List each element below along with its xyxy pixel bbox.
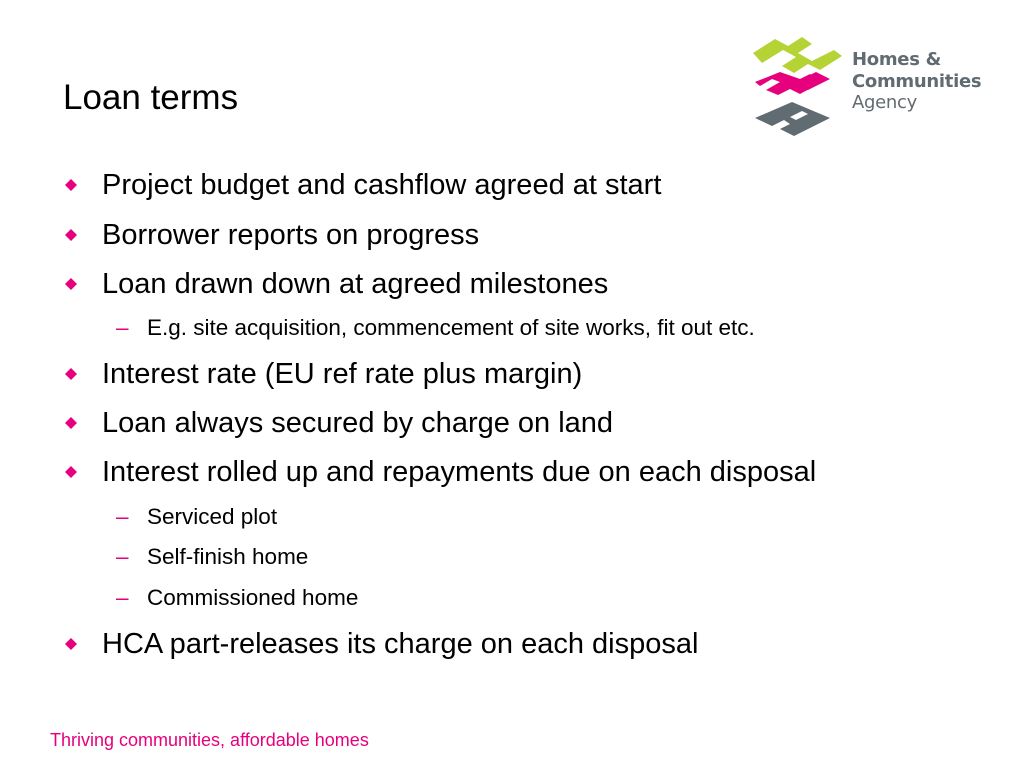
logo-line-1: Homes &: [852, 49, 941, 70]
sub-bullet-item: [116, 503, 278, 531]
bullet-item: [102, 406, 613, 440]
diamond-bullet-icon: [65, 466, 77, 478]
diamond-bullet-icon: [65, 179, 77, 191]
bullet-item: [102, 218, 479, 252]
bullet-text: Loan always secured by charge on land: [102, 407, 614, 439]
bullet-text: Interest rolled up and repayments due on each disposal: [102, 456, 817, 488]
sub-bullet-item: [116, 584, 359, 612]
dash-bullet-icon: –: [116, 504, 129, 529]
bullet-item: [102, 627, 698, 661]
diamond-bullet-icon: [65, 278, 77, 290]
sub-bullet-text: Serviced plot: [147, 504, 278, 529]
bullet-text: Interest rate (EU ref rate plus margin): [102, 358, 583, 390]
sub-bullet-text: E.g. site acquisition, commencement of site works, fit out etc.: [147, 315, 755, 340]
bullet-item: [102, 357, 582, 391]
bullet-text: Loan drawn down at agreed milestones: [102, 268, 609, 300]
bullet-item: [102, 168, 661, 202]
bullet-text: Project budget and cashflow agreed at start: [102, 169, 662, 201]
bullet-text: Borrower reports on progress: [102, 219, 480, 251]
dash-bullet-icon: –: [116, 585, 129, 610]
sub-bullet-item: [116, 314, 755, 342]
bullet-text: HCA part-releases its charge on each disposal: [102, 628, 699, 660]
diamond-bullet-icon: [65, 229, 77, 241]
diamond-bullet-icon: [65, 368, 77, 380]
sub-bullet-text: Commissioned home: [147, 585, 359, 610]
logo-line-3: Agency: [852, 92, 917, 113]
bullet-item: [102, 267, 608, 301]
diamond-bullet-icon: [65, 417, 77, 429]
slide-title: Loan terms: [63, 78, 239, 117]
sub-bullet-text: Self-finish home: [147, 544, 309, 569]
diamond-bullet-icon: [65, 638, 77, 650]
dash-bullet-icon: –: [116, 315, 129, 340]
sub-bullet-item: [116, 543, 309, 571]
bullet-item: [102, 455, 816, 489]
logo-line-2: Communities: [852, 70, 982, 92]
dash-bullet-icon: –: [116, 544, 129, 569]
slide-footer-tagline: Thriving communities, affordable homes: [50, 730, 369, 750]
